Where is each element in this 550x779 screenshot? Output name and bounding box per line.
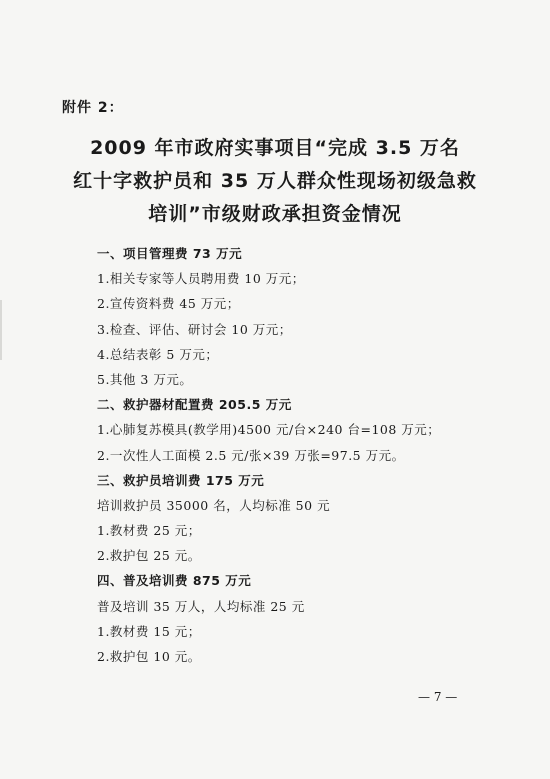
list-item: 普及培训 35 万人，人均标准 25 元 bbox=[97, 598, 305, 614]
document-body bbox=[97, 241, 497, 669]
section-heading: 一、项目管理费 73 万元 bbox=[97, 246, 243, 261]
document-title bbox=[0, 132, 550, 231]
list-item: 1.心肺复苏模具(教学用)4500 元/台×240 台=108 万元； bbox=[97, 422, 441, 438]
list-item: 3.检查、评估、研讨会 10 万元； bbox=[97, 321, 292, 337]
attachment-label: 附件 2： bbox=[62, 100, 124, 116]
list-item: 1.教材费 25 元； bbox=[97, 523, 201, 539]
binding-mark bbox=[0, 300, 2, 360]
page-number: — 7 — bbox=[418, 690, 458, 704]
list-item: 2.救护包 25 元。 bbox=[97, 548, 201, 564]
section-heading: 二、救护器材配置费 205.5 万元 bbox=[97, 397, 292, 413]
title-line: 培训”市级财政承担资金情况 bbox=[148, 203, 402, 225]
list-item: 1.相关专家等人员聘用费 10 万元； bbox=[97, 271, 305, 287]
list-item: 1.教材费 15 元； bbox=[97, 623, 201, 639]
title-line: 2009 年市政府实事项目“完成 3.5 万名 bbox=[90, 137, 460, 159]
list-item: 2.救护包 10 元。 bbox=[97, 649, 201, 664]
section-heading: 三、救护员培训费 175 万元 bbox=[97, 472, 265, 488]
title-line: 红十字救护员和 35 万人群众性现场初级急救 bbox=[73, 170, 477, 192]
list-item: 5.其他 3 万元。 bbox=[97, 371, 193, 387]
list-item: 2.一次性人工面模 2.5 元/张×39 万张=97.5 万元。 bbox=[97, 447, 405, 463]
list-item: 4.总结表彰 5 万元； bbox=[97, 346, 219, 362]
list-item: 2.宣传资料费 45 万元； bbox=[97, 296, 240, 312]
list-item: 培训救护员 35000 名，人均标准 50 元 bbox=[97, 497, 331, 513]
section-heading: 四、普及培训费 875 万元 bbox=[97, 573, 252, 589]
